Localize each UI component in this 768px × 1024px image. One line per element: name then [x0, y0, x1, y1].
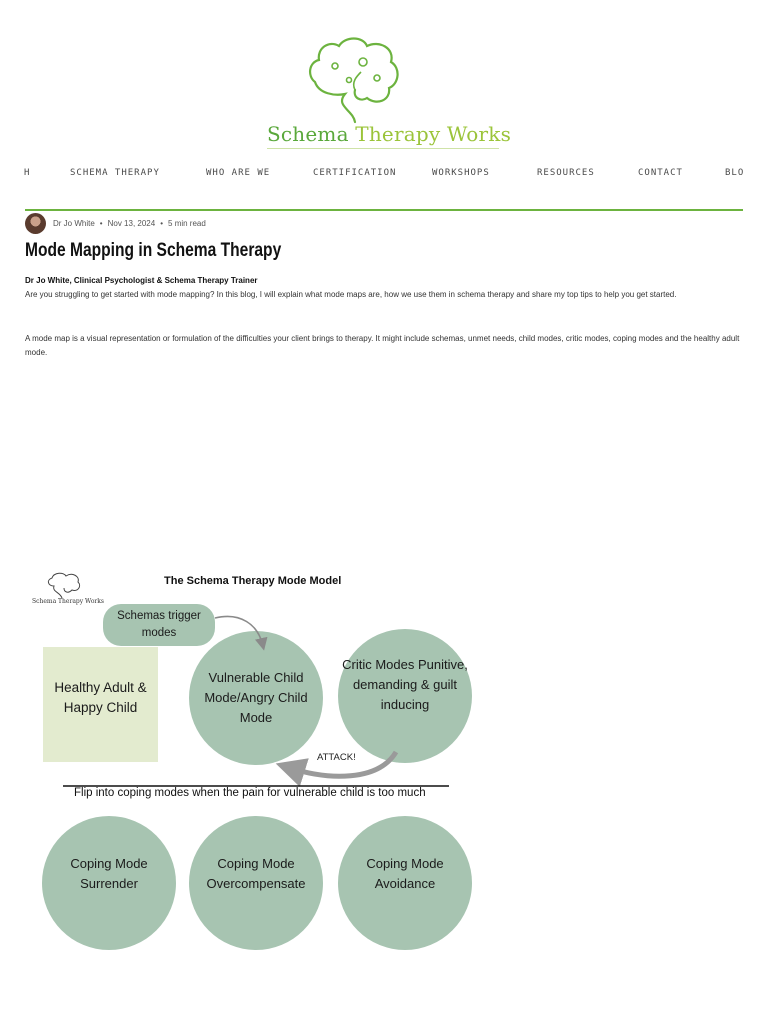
vulnerable-child-label: Vulnerable Child Mode/Angry Child Mode	[204, 670, 308, 725]
logo-underline	[267, 148, 499, 149]
nav-item-certification[interactable]: CERTIFICATION	[313, 168, 397, 178]
mini-tree-icon	[32, 572, 106, 600]
logo-word-schema: Schema	[267, 122, 349, 146]
coping-surrender-label: Coping Mode Surrender	[70, 856, 148, 891]
post-paragraph-2: A mode map is a visual representation or formulation of the difficulties your client brings to therapy. It might include schemas, unmet needs, child modes, critic modes, coping modes and the healthy adult mode.	[25, 334, 740, 357]
tree-logo-icon	[305, 32, 405, 124]
nav-item-blog[interactable]: BLO	[725, 168, 745, 178]
logo-word-therapy-works: Therapy Works	[355, 122, 512, 146]
coping-overcompensate-label: Coping Mode Overcompensate	[206, 856, 306, 891]
nav-item-contact[interactable]: CONTACT	[638, 168, 683, 178]
nav-item-schema-therapy[interactable]: SCHEMA THERAPY	[70, 168, 160, 178]
mini-logo-text: Schema Therapy Works	[32, 598, 105, 605]
post-paragraph-1: Are you struggling to get started with mode mapping? In this blog, I will explain what mode maps are, how we use them in schema therapy and share my top tips to help you get started.	[25, 290, 677, 299]
main-nav	[0, 162, 768, 186]
critic-modes-label: Critic Modes Punitive, demanding & guilt inducing	[342, 657, 468, 712]
flip-caption: Flip into coping modes when the pain for vulnerable child is too much	[74, 787, 426, 799]
site-logo[interactable]	[265, 26, 512, 154]
post-title: Mode Mapping in Schema Therapy	[25, 240, 282, 261]
nav-item-resources[interactable]: RESOURCES	[537, 168, 595, 178]
author-avatar[interactable]	[25, 213, 46, 234]
logo-wordmark	[267, 122, 511, 146]
post-date: Nov 13, 2024	[107, 218, 156, 228]
post-byline: Dr Jo White, Clinical Psychologist & Schema Therapy Trainer	[25, 276, 258, 285]
attack-label: ATTACK!	[317, 752, 356, 763]
read-time: 5 min read	[168, 218, 206, 228]
schemas-trigger-label: Schemas trigger modes	[117, 610, 201, 639]
healthy-adult-label: Healthy Adult & Happy Child	[54, 680, 147, 715]
mode-model-diagram	[28, 568, 474, 958]
coping-avoidance-label: Coping Mode Avoidance	[366, 856, 444, 891]
meta-separator: •	[160, 218, 164, 228]
nav-item-home[interactable]: H	[24, 168, 31, 178]
post-meta	[25, 212, 206, 234]
nav-item-workshops[interactable]: WORKSHOPS	[432, 168, 490, 178]
nav-divider	[25, 209, 743, 211]
author-name[interactable]: Dr Jo White	[53, 218, 95, 228]
nav-item-who-are-we[interactable]: WHO ARE WE	[206, 168, 271, 178]
figure-title: The Schema Therapy Mode Model	[164, 575, 342, 587]
meta-separator: •	[99, 218, 103, 228]
mode-model-figure	[28, 568, 474, 958]
mini-logo	[32, 572, 106, 612]
